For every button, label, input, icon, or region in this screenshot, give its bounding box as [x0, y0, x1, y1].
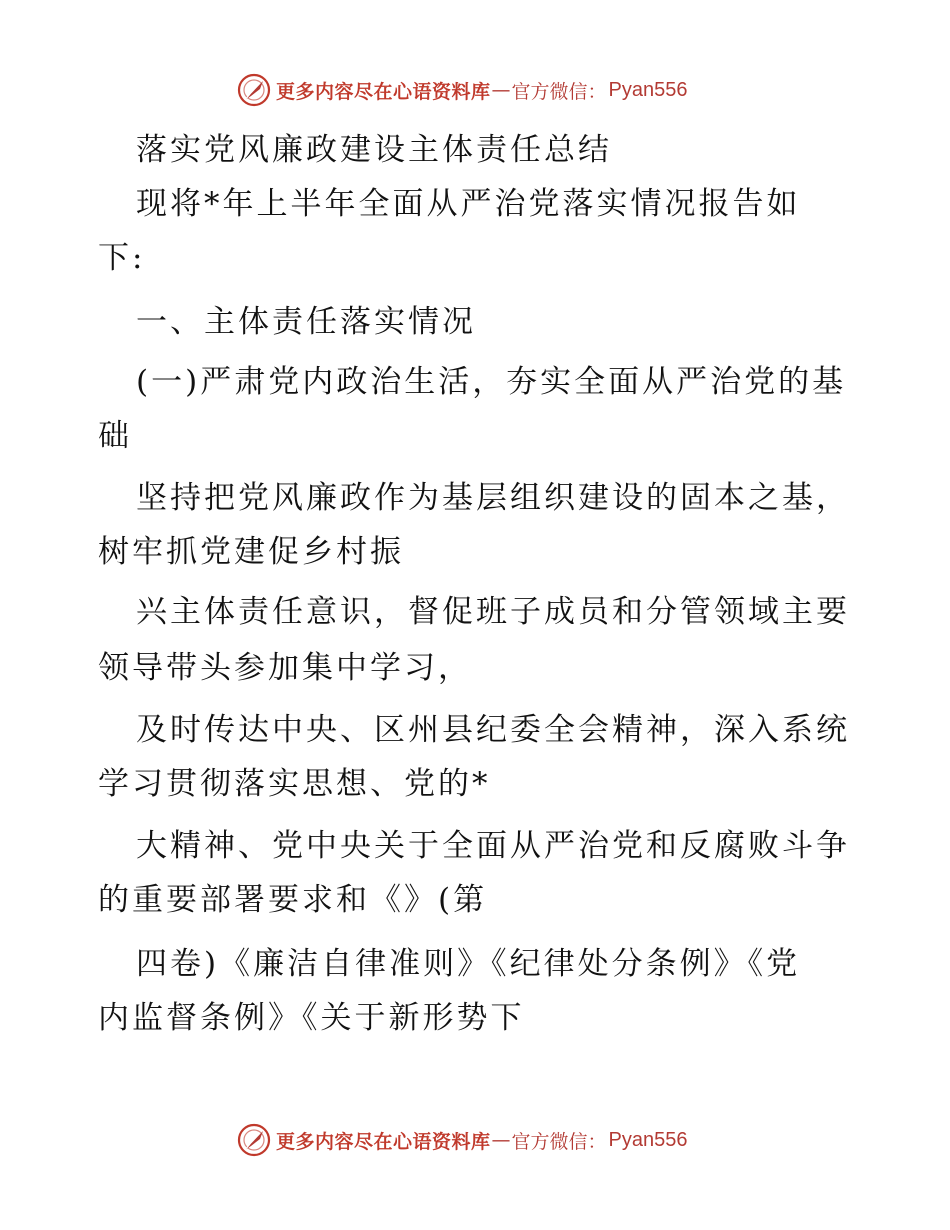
paragraph-line: 下:: [98, 240, 146, 276]
paragraph-line: 大精神、党中央关于全面从严治党和反腐败斗争: [136, 828, 850, 864]
paragraph-line: 及时传达中央、区州县纪委全会精神，深入系统: [136, 712, 850, 748]
subsection-heading-cont: 础: [98, 418, 132, 454]
banner-wechat-label: 官方微信：: [511, 80, 607, 103]
banner-promo-text: 更多内容尽在心语资料库: [276, 80, 491, 103]
subsection-heading: (一)严肃党内政治生活，夯实全面从严治党的基: [136, 364, 847, 400]
banner-wechat-label: 官方微信：: [511, 1130, 607, 1153]
quill-pen-logo-icon: [236, 72, 272, 108]
paragraph-line: 兴主体责任意识，督促班子成员和分管领域主要: [136, 594, 850, 630]
paragraph-line: 学习贯彻落实思想、党的*: [98, 766, 491, 802]
banner-promo-text: 更多内容尽在心语资料库: [276, 1130, 491, 1153]
paragraph-line: 领导带头参加集中学习，: [98, 650, 472, 686]
banner-dash: —: [491, 1129, 511, 1151]
footer-watermark-banner: [236, 1122, 688, 1158]
section-heading: 一、主体责任落实情况: [136, 304, 476, 340]
banner-wechat-id: Pyan556: [608, 1128, 688, 1151]
quill-pen-logo-icon: [236, 1122, 272, 1158]
banner-dash: —: [491, 79, 511, 101]
paragraph-line: 树牢抓党建促乡村振: [98, 534, 404, 570]
paragraph-line: 现将*年上半年全面从严治党落实情况报告如: [136, 186, 801, 222]
header-watermark-banner: [236, 72, 688, 108]
paragraph-line: 坚持把党风廉政作为基层组织建设的固本之基，: [136, 480, 850, 516]
paragraph-line: 内监督条例》《关于新形势下: [98, 1000, 525, 1036]
document-title: 落实党风廉政建设主体责任总结: [136, 132, 612, 168]
paragraph-line: 四卷)《廉洁自律准则》《纪律处分条例》《党: [136, 946, 801, 982]
banner-wechat-id: Pyan556: [608, 78, 688, 101]
paragraph-line: 的重要部署要求和《》(第: [98, 882, 488, 918]
